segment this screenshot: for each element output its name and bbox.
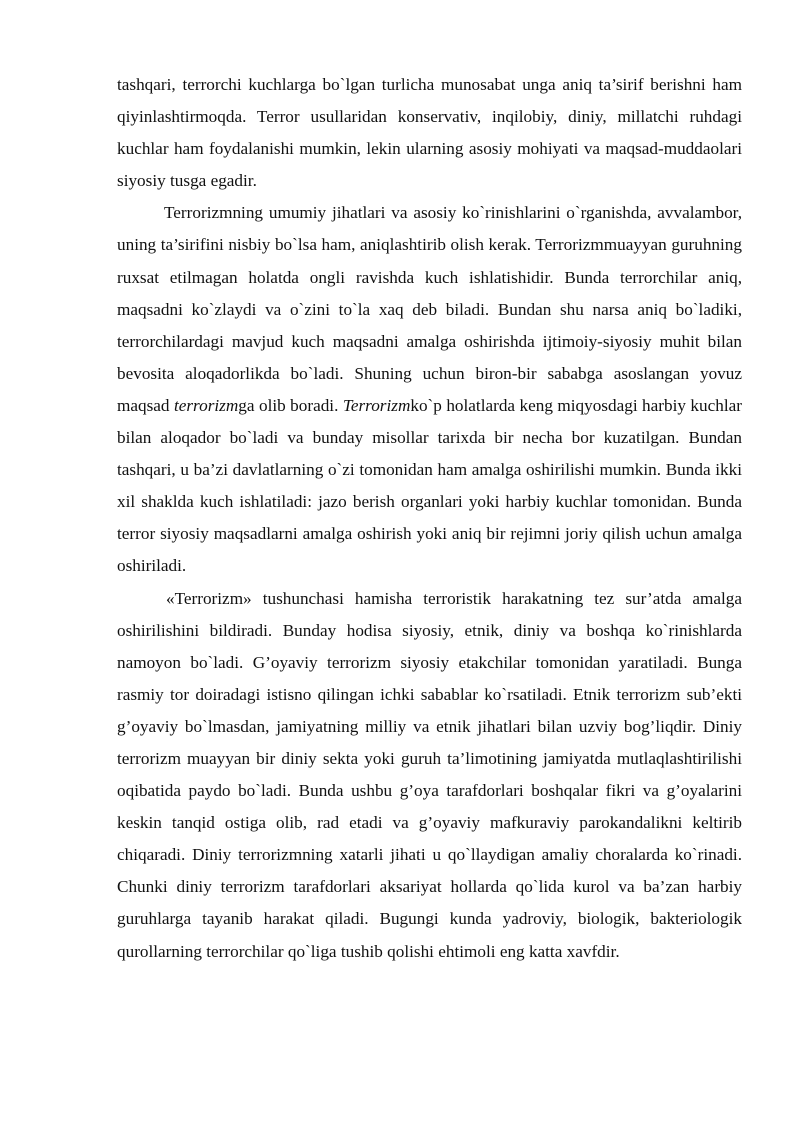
paragraph-text: ko`p holatlarda keng miqyosdagi harbiy kuchlar bilan aloqador bo`ladi va bunday misollar tarixda bir necha bor kuzatilgan. Bundan tashqari, u ba’zi davlatlarning o`zi tomonidan ham amalga oshirilishi mumkin. Bunda ikki xil shaklda kuch ishlatiladi: jazo berish organlari yoki harbiy kuchlar tomonidan. Bunda terror siyosiy maqsadlarni amalga oshirish yoki aniq bir rejimni joriy qilish uchun amalga oshiriladi. xyxy=(117,395,742,576)
paragraph-continuation xyxy=(117,69,742,197)
paragraph-text: Terrorizmning umumiy jihatlari va asosiy ko`rinishlarini o`rganishda, avvalambor, uning ta’sirifini nisbiy bo`lsa ham, aniqlashtirib olish kerak. Terrorizmmuayyan guruhning ruxsat etilmagan holatda ongli ravishda kuch ishlatishidir. Bunda terrorchilar aniq, maqsadni ko`zlaydi va o`zini to`la xaq deb biladi. Bundan shu narsa aniq bo`ladiki, terrorchilardagi mavjud kuch maqsadni amalga oshirishda ijtimoiy-siyosiy muhit bilan bevosita aloqadorlikda bo`ladi. Shuning uchun biron-bir sababga asoslangan yovuz maqsad xyxy=(117,203,742,415)
paragraph-terrorism-concept xyxy=(117,583,742,968)
paragraph-text: tashqari, terrorchi kuchlarga bo`lgan turlicha munosabat unga aniq ta’sirif berishni ham qiyinlashtirmoqda. Terror usullaridan konservativ, inqilobiy, diniy, millatchi ruhdagi kuchlar ham foydalanishi mumkin, lekin ularning asosiy mohiyati va maqsad-muddaolari siyosiy tusga egadir. xyxy=(117,75,742,191)
italic-term: Terrorizm xyxy=(342,395,411,415)
paragraph-text: ga olib boradi. xyxy=(238,395,343,415)
italic-term: terrorizm xyxy=(173,395,239,415)
paragraph-terrorism-features xyxy=(117,197,742,582)
paragraph-text: «Terrorizm» tushunchasi hamisha terroristik harakatning tez sur’atda amalga oshirilishini bildiradi. Bunday hodisa siyosiy, etnik, diniy va boshqa ko`rinishlarda namoyon bo`ladi. G’oyaviy terrorizm siyosiy etakchilar tomonidan yaratiladi. Bunga rasmiy tor doiradagi istisno qilingan ichki sabablar ko`rsatiladi. Etnik terrorizm sub’ekti g’oyaviy bo`lmasdan, jamiyatning milliy va etnik jihatlari bilan uzviy bog’liqdir. Diniy terrorizm muayyan bir diniy sekta yoki guruh ta’limotining jamiyatda mutlaqlashtirilishi oqibatida paydo bo`ladi. Bunda ushbu g’oya tarafdorlari boshqalar fikri va g’oyalarini keskin tanqid ostiga olib, rad etadi va g’oyaviy mafkuraviy parokandalikni keltirib chiqaradi. Diniy terrorizmning xatarli jihati u qo`llaydigan amaliy choralarda ko`rinadi. Chunki diniy terrorizm tarafdorlari aksariyat hollarda qo`lida kurol va ba’zan harbiy guruhlarga tayanib harakat qiladi. Bugungi kunda yadroviy, biologik, bakteriologik qurollarning terrorchilar qo`liga tushib qolishi ehtimoli eng katta xavfdir. xyxy=(117,588,742,961)
document-body xyxy=(117,69,742,968)
